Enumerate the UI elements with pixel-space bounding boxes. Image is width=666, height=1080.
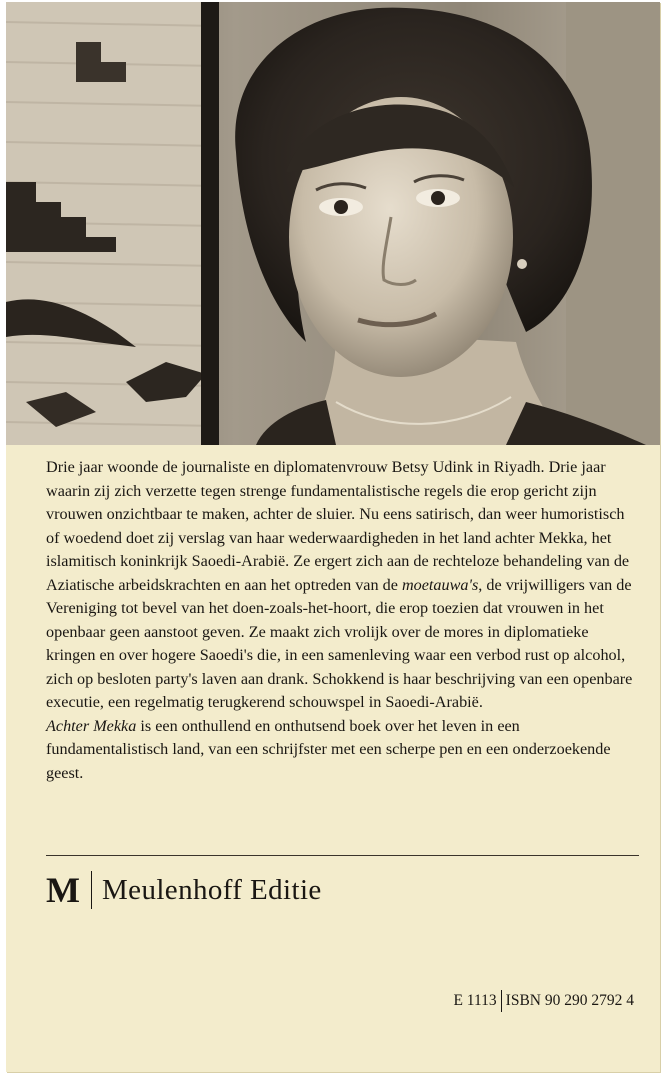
- blurb-part-3: is een onthullend en onthutsend boek over het leven in een fundamentalistisch land, van een schrijfster met een scherpe pen en een onderzoekende geest.: [46, 716, 611, 782]
- author-portrait-photo: [6, 2, 660, 445]
- publisher-imprint: [46, 868, 322, 912]
- blurb-book-title: Achter Mekka: [46, 716, 137, 735]
- blurb-term-moetauwas: moetauwa's: [401, 575, 479, 594]
- author-portrait-illustration: [6, 2, 660, 445]
- publisher-series-name: Meulenhoff Editie: [101, 874, 322, 906]
- blurb-text: [46, 456, 638, 785]
- series-number: E 1113: [453, 992, 497, 1009]
- imprint-separator: [91, 871, 92, 909]
- isbn-number: ISBN 90 290 2792 4: [505, 992, 634, 1009]
- publisher-logo: M: [46, 870, 81, 910]
- book-codes: [453, 988, 634, 1014]
- blurb-part-2: , de vrijwilligers van de Vereniging tot bevel van het doen-zoals-het-hoort, die erop toezien dat vrouwen in het openbaar geen aanstoot geven. Ze maakt zich vrolijk over de mores in diplomatieke kringen en over hogere Saoedi's die, in een samenleving waar een verbod rust op alcohol, zich op besloten party's laven aan drank. Schokkend is haar beschrijving van een openbare executie, een regelmatig terugkerend schouwspel in Saoedi-Arabië.: [46, 575, 633, 711]
- divider-rule: [46, 855, 639, 856]
- blurb-part-1: Drie jaar woonde de journaliste en diplomatenvrouw Betsy Udink in Riyadh. Drie jaar waarin zij zich verzette tegen strenge fundamentalistische regels die erop gericht zijn vrouwen onzichtbaar te maken, achter de sluier. Nu eens satirisch, dan weer humoristisch of woedend doet zij verslag van haar wederwaardigheden in het land achter Mekka, het islamitisch koninkrijk Saoedi-Arabië. Ze ergert zich aan de rechteloze behandeling van de Aziatische arbeidskrachten en aan het optreden van de: [46, 458, 630, 594]
- codes-separator: [501, 990, 502, 1012]
- back-cover: [6, 2, 660, 1072]
